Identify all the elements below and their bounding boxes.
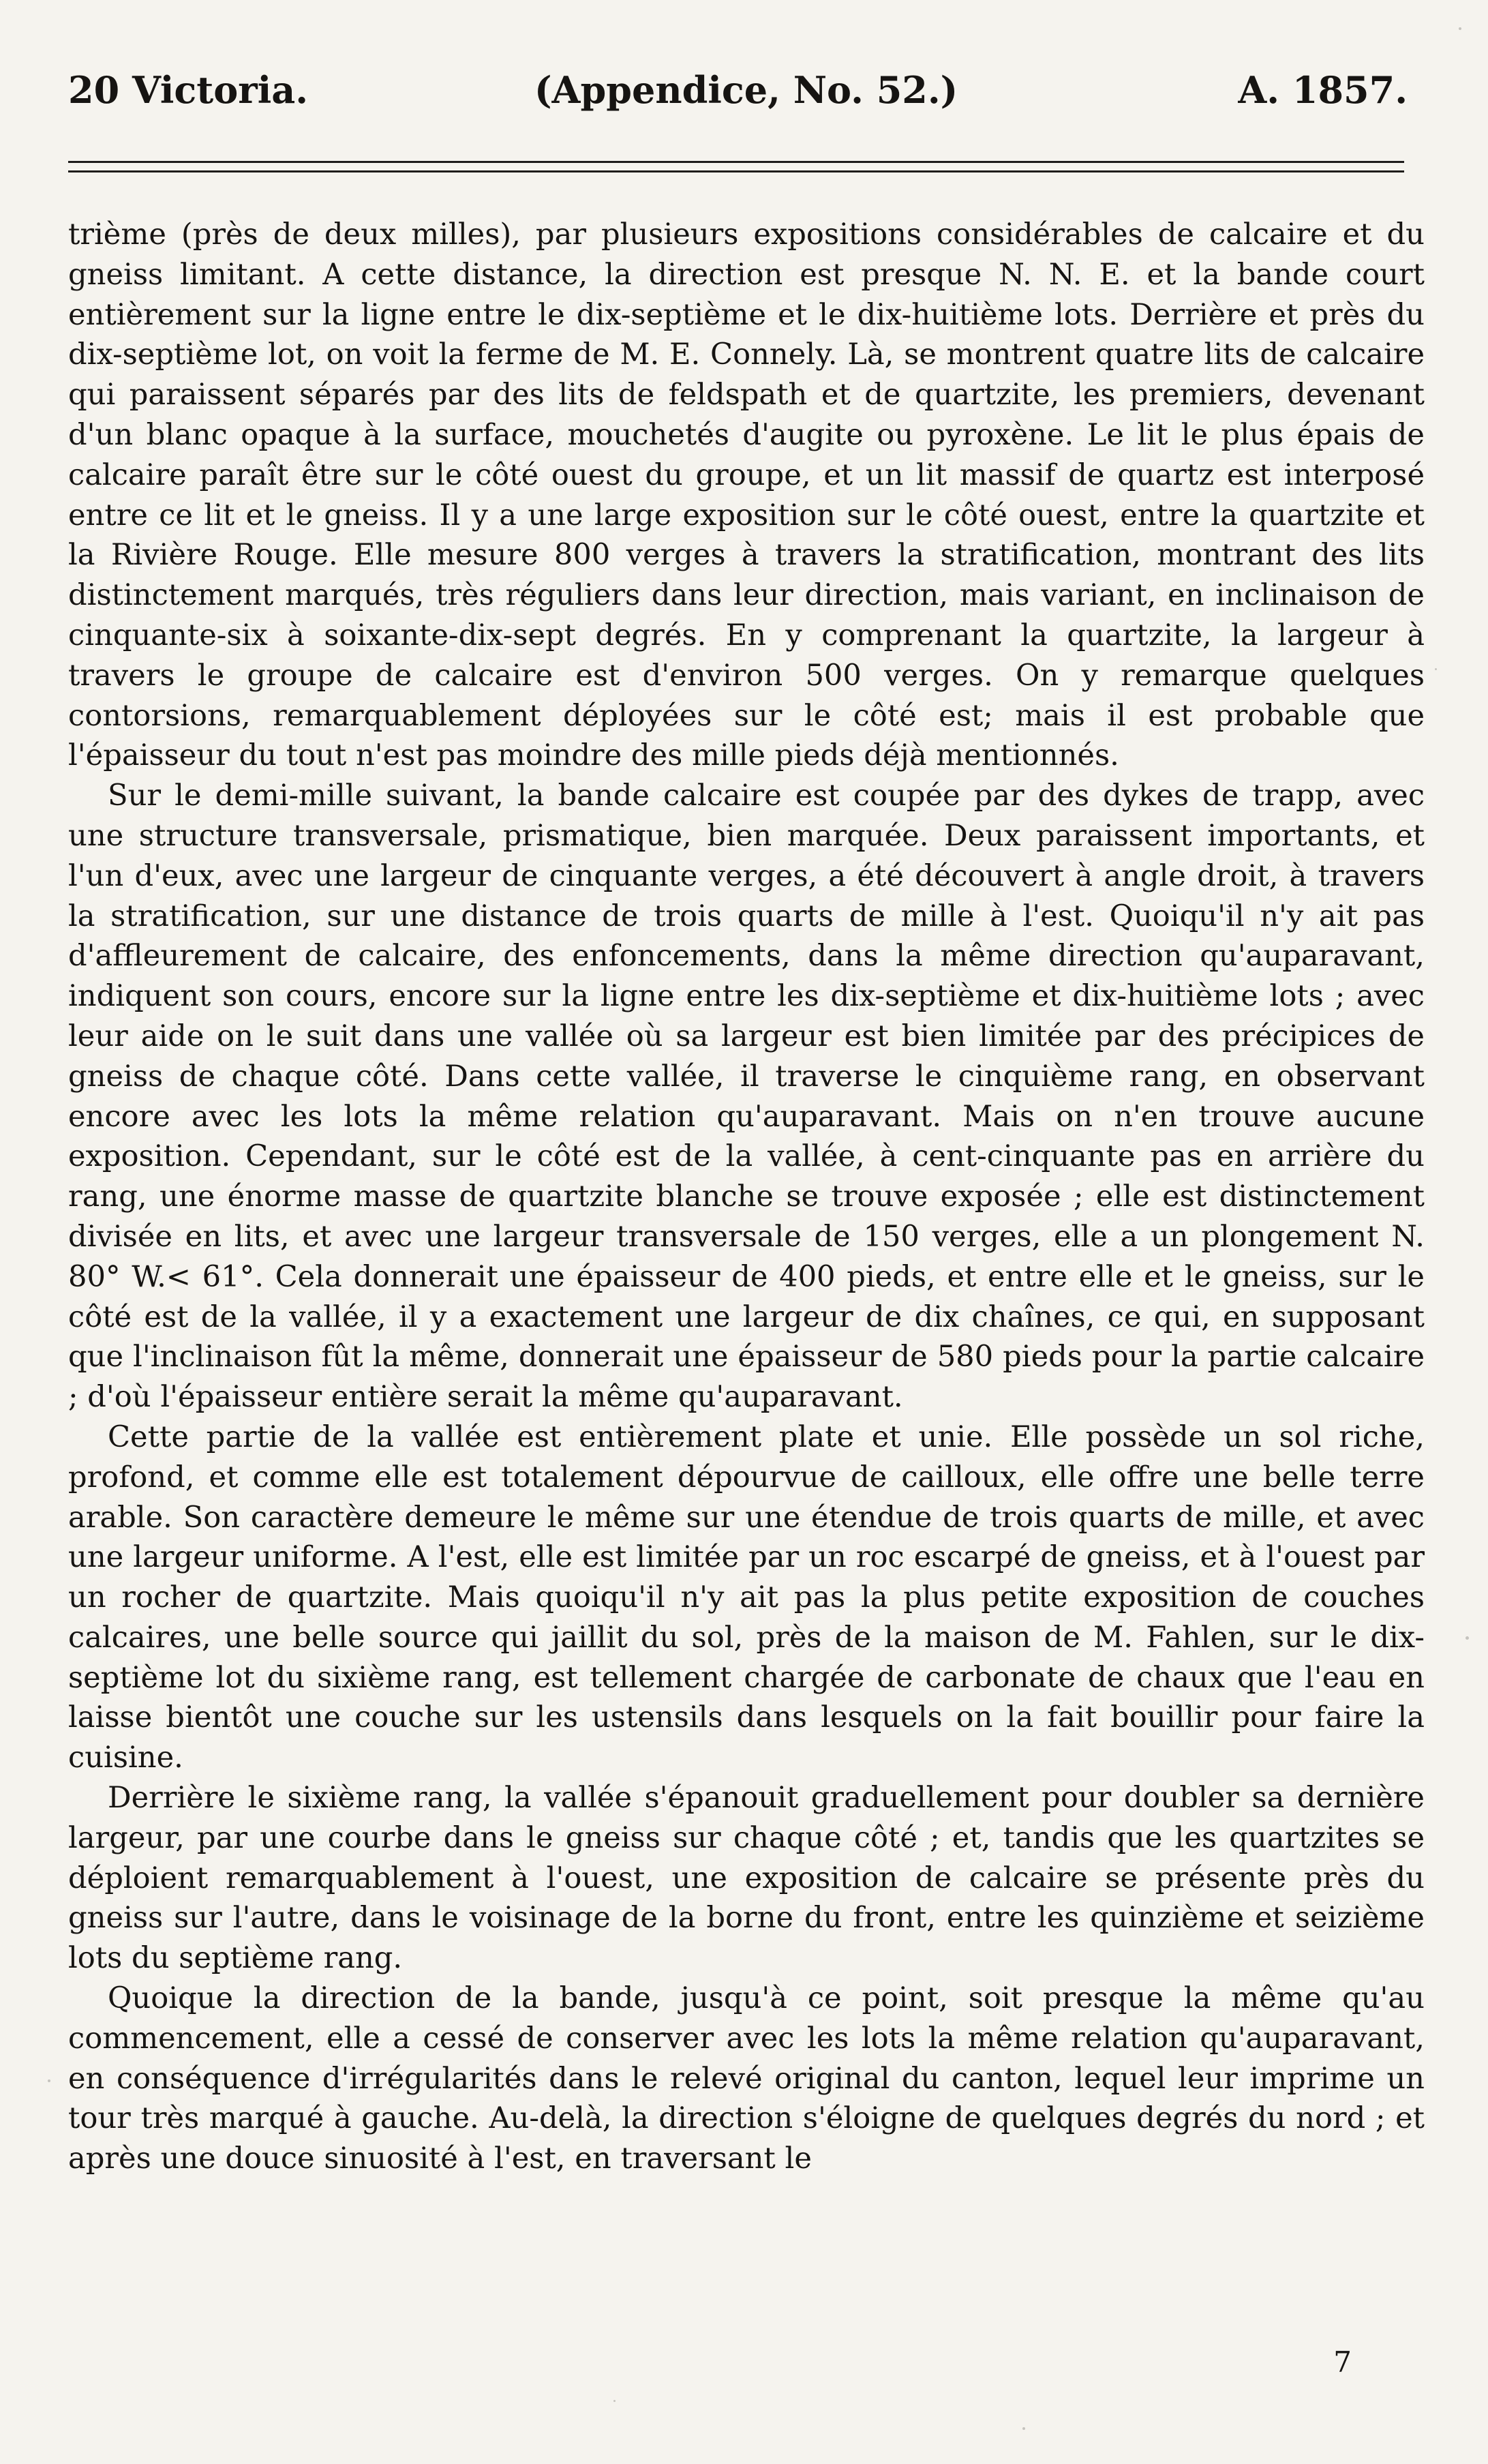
paragraph: Sur le demi-mille suivant, la bande calcaire est coupée par des dykes de trapp, avec une structure transversale, prismatique, bien marquée. Deux paraissent importants, et l'un d'eux, avec une largeur de cinquante verges, a été découvert à angle droit, à travers la stratification, sur une distance de trois quarts de mille à l'est. Quoiqu'il n'y ait pas d'affleurement de calcaire, des enfoncements, dans la même direction qu'auparavant, indiquent son cours, encore sur la ligne entre les dix-septième et dix-huitième lots ; avec leur aide on le suit dans une vallée où sa largeur est bien limitée par des précipices de gneiss de chaque côté. Dans cette vallée, il traverse le cinquième rang, en observant encore avec les lots la même relation qu'auparavant. Mais on n'en trouve aucune exposition. Cependant, sur le côté est de la vallée, à cent-cinquante pas en arrière du rang, une énorme masse de quartzite blanche se trouve exposée ; elle est distinctement divisée en lits, et avec une largeur transversale de 150 verges, elle a un plongement N. 80° W.< 61°. Cela donnerait une épaisseur de 400 pieds, et entre elle et le gneiss, sur le côté est de la vallée, il y a exactement une largeur de dix chaînes, ce qui, en supposant que l'inclinaison fût la même, donnerait une épaisseur de 580 pieds pour la partie calcaire ; d'où l'épaisseur entière serait la même qu'auparavant.: [68, 779, 1425, 1415]
header-volume: 20 Victoria.: [68, 68, 309, 112]
running-header: [68, 63, 1408, 117]
scan-speck: [1459, 27, 1461, 30]
header-rule-bottom: [68, 170, 1404, 172]
paragraph: Cette partie de la vallée est entièrement plate et unie. Elle possède un sol riche, profond, et comme elle est totalement dépourvue de cailloux, elle offre une belle terre arable. Son caractère demeure le même sur une étendue de trois quarts de mille, et avec une largeur uniforme. A l'est, elle est limitée par un roc escarpé de gneiss, et à l'ouest par un rocher de quartzite. Mais quoiqu'il n'y ait pas la plus petite exposition de couches calcaires, une belle source qui jaillit du sol, près de la maison de M. Fahlen, sur le dix-septième lot du sixième rang, est tellement chargée de carbonate de chaux que l'eau en laisse bientôt une couche sur les ustensils dans lesquels on la fait bouillir pour faire la cuisine.: [68, 1419, 1425, 1775]
body-text: [68, 215, 1425, 2179]
paragraph: Derrière le sixième rang, la vallée s'épanouit graduellement pour doubler sa dernière largeur, par une courbe dans le gneiss sur chaque côté ; et, tandis que les quartzites se déploient remarquablement à l'ouest, une exposition de calcaire se présente près du gneiss sur l'autre, dans le voisinage de la borne du front, entre les quinzième et seizième lots du septième rang.: [68, 1781, 1425, 1976]
paragraph: Quoique la direction de la bande, jusqu'à ce point, soit presque la même qu'au commencement, elle a cessé de conserver avec les lots la même relation qu'auparavant, en conséquence d'irrégularités dans le relevé original du canton, lequel leur imprime un tour très marqué à gauche. Au-delà, la direction s'éloigne de quelques degrés du nord ; et après une douce sinuosité à l'est, en traversant le: [68, 1981, 1425, 2176]
header-appendix: (Appendice, No. 52.): [534, 68, 958, 112]
scan-speck: [1466, 1636, 1469, 1640]
header-year: A. 1857.: [1238, 68, 1408, 112]
scan-speck: [1022, 2427, 1025, 2430]
header-rule-top: [68, 161, 1404, 163]
scan-speck: [613, 2400, 616, 2402]
paragraph: trième (près de deux milles), par plusieurs expositions considérables de calcaire et du gneiss limitant. A cette distance, la direction est presque N. N. E. et la bande court entièrement sur la ligne entre le dix-septième et le dix-huitième lots. Derrière et près du dix-septième lot, on voit la ferme de M. E. Connely. Là, se montrent quatre lits de calcaire qui paraissent séparés par des lits de feldspath et de quartzite, les premiers, devenant d'un blanc opaque à la surface, mouchetés d'augite ou pyroxène. Le lit le plus épais de calcaire paraît être sur le côté ouest du groupe, et un lit massif de quartz est interposé entre ce lit et le gneiss. Il y a une large exposition sur le côté ouest, entre la quartzite et la Rivière Rouge. Elle mesure 800 verges à travers la stratification, montrant des lits distinctement marqués, très réguliers dans leur direction, mais variant, en inclinaison de cinquante-six à soixante-dix-sept degrés. En y comprenant la quartzite, la largeur à travers le groupe de calcaire est d'environ 500 verges. On y remarque quelques contorsions, remarquablement déployées sur le côté est; mais il est probable que l'épaisseur du tout n'est pas moindre des mille pieds déjà mentionnés.: [68, 217, 1425, 773]
page-folio: 7: [1333, 2345, 1352, 2379]
scan-speck: [1435, 668, 1437, 670]
scan-speck: [48, 2079, 50, 2082]
